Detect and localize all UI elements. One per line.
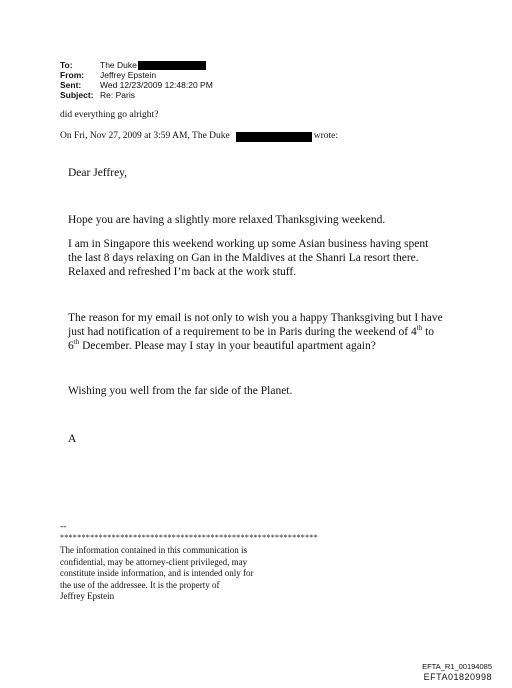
paragraph-3 [68,311,443,353]
sent-value: Wed 12/23/2009 12:48:20 PM [100,80,213,90]
document-id-1: EFTA_R1_00194085 [422,662,492,671]
greeting: Dear Jeffrey, [68,167,128,179]
from-label: From: [60,70,85,80]
sent-label: Sent: [60,80,82,90]
reply-text: did everything go alright? [60,110,159,120]
paragraph-3-line [68,325,443,339]
header-subject-row [60,90,213,100]
quote-header-prefix: On Fri, Nov 27, 2009 at 3:59 AM, The Duke [60,131,230,141]
paragraph-2-line: the last 8 days relaxing on Gan in the Maldives at the Shanri La resort there. [68,252,419,264]
disclaimer-line: The information contained in this communication is [60,545,247,555]
subject-value: Re: Paris [100,90,135,100]
signature-dashes: -- [60,522,67,532]
from-value: Jeffrey Epstein [100,70,157,80]
email-header [60,60,213,100]
paragraph-2 [68,237,428,279]
paragraph-3-line: The reason for my email is not only to wish you a happy Thanksgiving but I have [68,312,443,324]
redaction-box [138,61,206,70]
subject-label: Subject: [60,90,94,100]
disclaimer-line: constitute inside information, and is intended only for [60,568,254,578]
disclaimer-line: confidential, may be attorney-client privileged, may [60,556,248,567]
paragraph-2-line: Relaxed and refreshed I’m back at the work stuff. [68,266,297,278]
separator-stars: ************************************************************ [60,533,318,542]
paragraph-1: Hope you are having a slightly more relaxed Thanksgiving weekend. [68,214,386,226]
paragraph-3-text: to [422,326,435,338]
paragraph-3-text: 6 [68,340,74,352]
disclaimer-line: Jeffrey Epstein [60,591,115,601]
paragraph-2-line: I am in Singapore this weekend working up some Asian business having spent [68,238,429,250]
paragraph-3-text: just had notification of a requirement to be in Paris during the weekend of 4 [68,326,417,338]
disclaimer-line: the use of the addressee. It is the property of [60,579,220,590]
to-value: The Duke [100,60,137,70]
paragraph-4: Wishing you well from the far side of the Planet. [68,385,293,397]
ordinal-suffix: th [73,338,80,347]
paragraph-3-text: December. Please may I stay in your beautiful apartment again? [79,340,376,352]
header-sent-row [60,80,213,90]
signature: A [68,433,77,445]
header-from-row [60,70,213,80]
redaction-box [236,132,312,142]
header-to-row [60,60,213,70]
paragraph-3-line [68,339,443,353]
disclaimer-text [60,545,253,603]
quote-header-suffix: wrote: [313,131,339,141]
ordinal-suffix: th [416,324,423,333]
quote-header [60,131,338,143]
to-label: To: [60,60,73,70]
document-id-2: EFTA01820998 [423,672,492,682]
